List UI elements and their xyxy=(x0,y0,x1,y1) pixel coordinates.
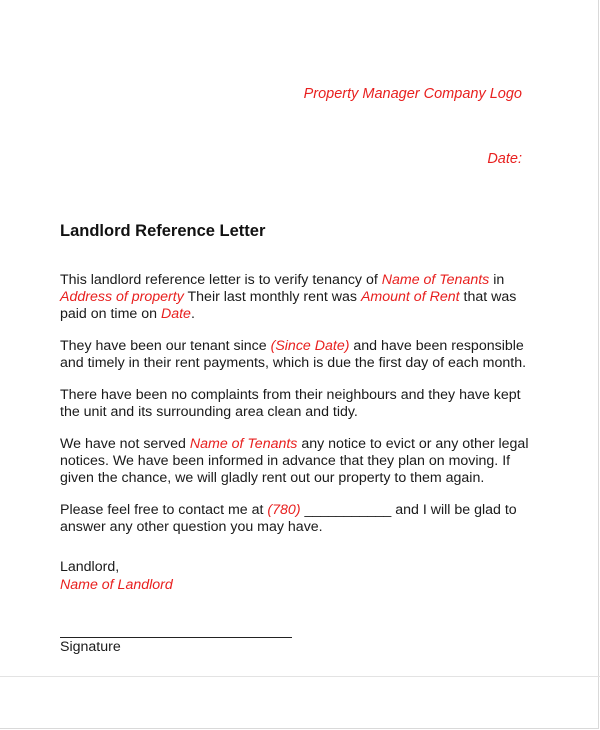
body-line xyxy=(60,272,540,289)
body-line xyxy=(60,289,540,306)
paragraph-neighbours xyxy=(60,387,540,421)
body-line xyxy=(60,306,540,323)
text-segment: and have been responsible xyxy=(349,338,524,354)
tenant-name-placeholder: Name of Tenants xyxy=(189,436,298,452)
body-line: There have been no complaints from their neighbours and they have kept xyxy=(60,387,521,403)
text-segment: . xyxy=(190,306,195,322)
letter-body xyxy=(60,272,540,551)
rent-amount-placeholder: Amount of Rent xyxy=(360,289,460,305)
text-segment: that was xyxy=(459,289,517,305)
body-line: notices. We have been informed in advance that they plan on moving. If xyxy=(60,453,511,469)
since-date-placeholder: (Since Date) xyxy=(270,338,350,354)
paragraph-contact xyxy=(60,502,540,536)
tenant-name-placeholder: Name of Tenants xyxy=(381,272,490,288)
body-line: given the chance, we will gladly rent out our property to them again. xyxy=(60,470,485,486)
date-placeholder: Date xyxy=(160,306,191,322)
text-segment: We have not served xyxy=(60,436,190,452)
body-line: the unit and its surrounding area clean and tidy. xyxy=(60,404,358,420)
text-segment: They have been our tenant since xyxy=(60,338,271,354)
paragraph-tenancy xyxy=(60,272,540,323)
date-label: Date: xyxy=(487,151,522,167)
paragraph-notices xyxy=(60,436,540,487)
text-segment: any notice to evict or any other legal xyxy=(297,436,529,452)
address-placeholder: Address of property xyxy=(60,289,184,305)
text-segment: Please feel free to contact me at xyxy=(60,502,268,518)
text-segment: paid on time on xyxy=(60,306,161,322)
page-divider xyxy=(0,676,600,677)
letter-title: Landlord Reference Letter xyxy=(60,222,266,240)
phone-blank: ___________ and I will be glad to xyxy=(300,502,517,518)
company-logo-placeholder: Property Manager Company Logo xyxy=(303,86,522,102)
text-segment: This landlord reference letter is to verify tenancy of xyxy=(60,272,382,288)
signature-label: Signature xyxy=(60,639,121,655)
letter-closing xyxy=(60,559,173,594)
area-code-placeholder: (780) xyxy=(267,502,301,518)
signature-line xyxy=(60,637,292,638)
body-line: and timely in their rent payments, which is due the first day of each month. xyxy=(60,355,527,371)
text-segment: in xyxy=(489,272,505,288)
body-line xyxy=(60,436,540,453)
paragraph-payments xyxy=(60,338,540,372)
text-segment: Their last monthly rent was xyxy=(183,289,361,305)
closing-salutation: Landlord, xyxy=(60,559,120,575)
landlord-name-placeholder: Name of Landlord xyxy=(60,576,173,593)
body-line xyxy=(60,502,540,519)
body-line: answer any other question you may have. xyxy=(60,519,323,535)
body-line xyxy=(60,338,540,355)
